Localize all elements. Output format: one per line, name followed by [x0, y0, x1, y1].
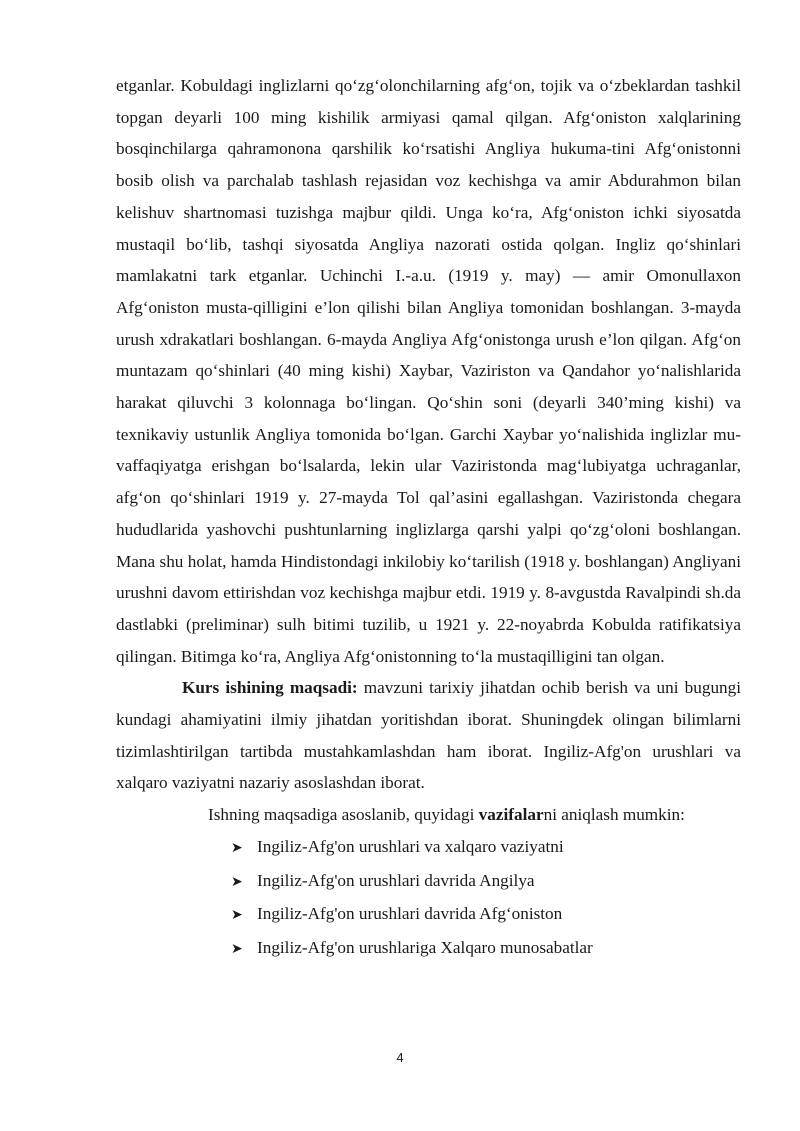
history-paragraph: etganlar. Kobuldagi inglizlarni qo‘zg‘olonchilarning afg‘on, tojik va o‘zbeklardan tashkil topgan deyarli 100 ming kishilik armiyasi qamal qilgan. Afg‘oniston xalqlarining bosqinchilarga qahramonona qarshilik ko‘rsatishi Angliya hukuma-tini Afg‘onistonni bosib olish va parchalab tashlash rejasidan voz kechishga va amir Abdurahmon bilan kelishuv shartnomasi tuzishga majbur qildi. Unga ko‘ra, Afg‘oniston ichki siyosatda mustaqil bo‘lib, tashqi siyosatda Angliya nazorati ostida qolgan. Ingliz qo‘shinlari mamlakatni tark etganlar. Uchinchi I.-a.u. (1919 y. may) — amir Omonullaxon Afg‘oniston musta-qilligini e’lon qilishi bilan Angliya tomonidan boshlangan. 3-mayda urush xdrakatlari boshlangan. 6-mayda Angliya Afg‘onistonga urush e’lon qilgan. Afg‘on muntazam qo‘shinlari (40 ming kishi) Xaybar, Vaziriston va Qandahor yo‘nalishlarida harakat qiluvchi 3 kolonnaga bo‘lingan. Qo‘shin soni (deyarli 340’ming kishi) va texnikaviy ustunlik Angliya tomonida bo‘lgan. Garchi Xaybar yo‘nalishida inglizlar mu-vaffaqiyatga erishgan bo‘lsalarda, lekin ular Vaziristonda mag‘lubiyatga uchraganlar, afg‘on qo‘shinlari 1919 y. 27-mayda Tol qal’asini egallashgan. Vaziristonda chegara hududlarida yashovchi pushtunlarning inglizlarga qarshi yalpi qo‘zg‘oloni boshlangan. Mana shu holat, hamda Hindistondagi inkilobiy ko‘tarilish (1918 y. boshlangan) Angliyani urushni davom ettirishdan voz kechishga majbur etdi. 1919 y. 8-avgustda Ravalpindi sh.da dastlabki (preliminar) sulh bitimi tuzilib, u 1921 y. 22-noyabrda Kobulda ratifikatsiya qilingan. Bitimga ko‘ra, Angliya Afg‘onistonning to‘la mustaqilligini tan olgan. [116, 76, 741, 666]
task-text: Ingiliz-Afg'on urushlari va xalqaro vaziyatni [257, 836, 564, 856]
page-number: 4 [396, 1050, 404, 1065]
task-list-item [231, 865, 741, 899]
course-goal-text: mavzuni tarixiy jihatdan ochib berish va uni bugungi kundagi ahamiyatini ilmiy jihatdan yoritishdan iborat. Shuningdek olingan bilimlarni tizimlashtirilgan tartibda mustahkamlashdan ham iborat. Ingiliz-Afg'on urushlari va xalqaro vaziyatni nazariy asoslashdan iborat. [116, 678, 742, 793]
task-list-item [231, 932, 741, 966]
tasks-intro-after: ni aniqlash mumkin: [543, 805, 685, 825]
tasks-intro-keyword: vazifalar [478, 805, 544, 825]
arrow-bullet-icon: ➤ [231, 940, 243, 957]
tasks-intro-before: Ishning maqsadiga asoslanib, quyidagi [208, 805, 479, 825]
task-list [116, 831, 741, 966]
page-body [116, 70, 741, 966]
task-text: Ingiliz-Afg'on urushlari davrida Angilya [257, 870, 535, 890]
arrow-bullet-icon: ➤ [231, 907, 243, 924]
arrow-bullet-icon: ➤ [231, 873, 243, 890]
tasks-intro [116, 799, 741, 831]
course-goal-paragraph [116, 672, 741, 799]
task-text: Ingiliz-Afg'on urushlari davrida Afg‘oniston [257, 904, 563, 924]
task-text: Ingiliz-Afg'on urushlariga Xalqaro munosabatlar [257, 937, 593, 957]
task-list-item [231, 898, 741, 932]
task-list-item [231, 831, 741, 865]
course-goal-label: Kurs ishining maqsadi: [182, 678, 358, 698]
arrow-bullet-icon: ➤ [231, 839, 243, 856]
